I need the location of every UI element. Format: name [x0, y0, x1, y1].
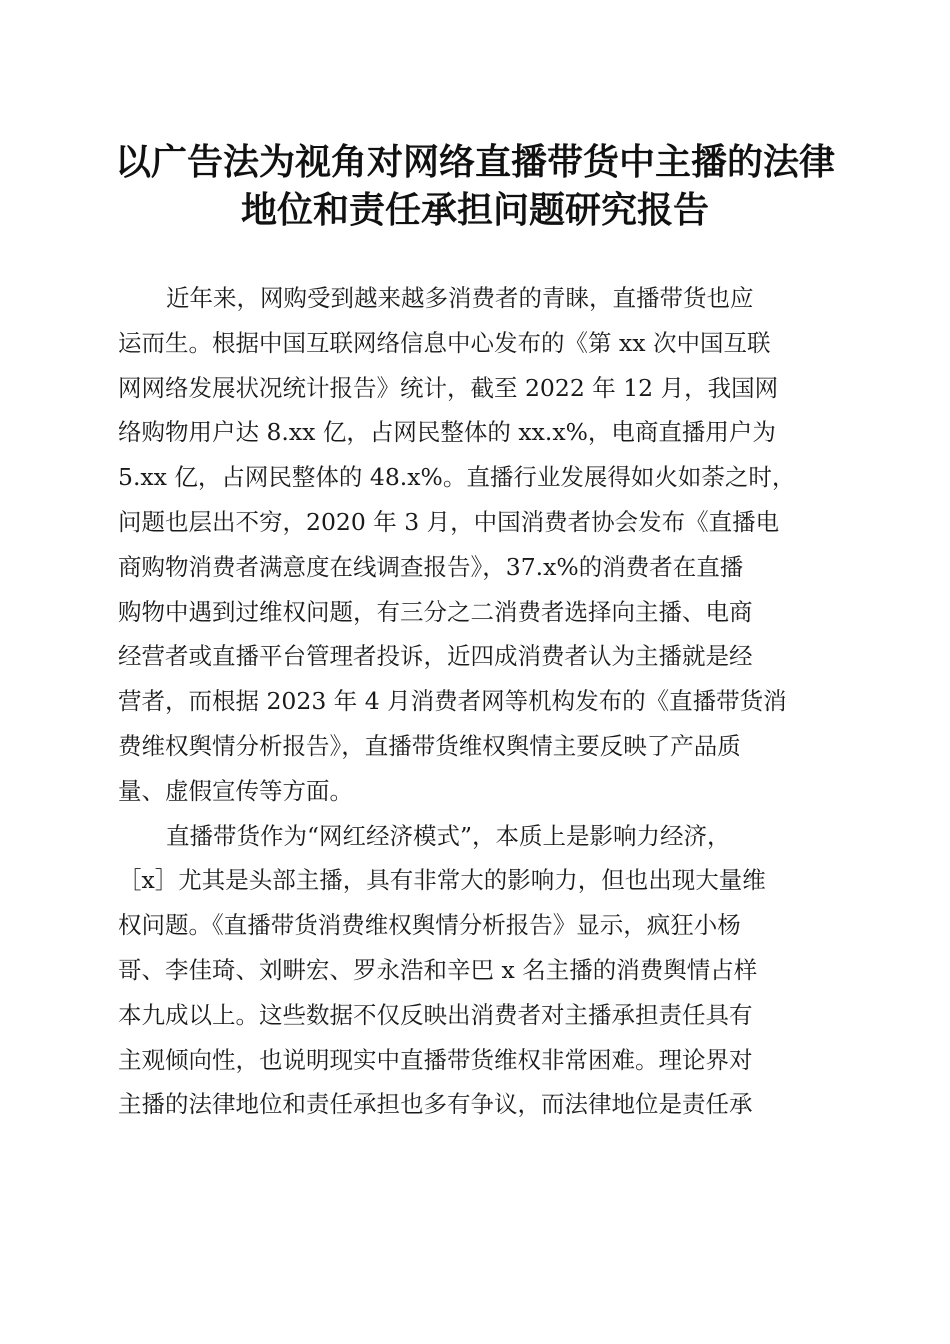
text-line: 本九成以上。这些数据不仅反映出消费者对主播承担责任具有 [118, 1000, 753, 1029]
text-line: 近年来，网购受到越来越多消费者的青睐，直播带货也应 [166, 284, 754, 312]
document-title [90, 138, 860, 234]
text-line: 量、虚假宣传等方面。 [118, 776, 353, 805]
paragraph-2 [118, 814, 838, 1128]
text-line: 络购物用户达 8.xx 亿，占网民整体的 xx.x%，电商直播用户为 [118, 418, 776, 447]
text-line: 主观倾向性，也说明现实中直播带货维权非常困难。理论界对 [118, 1045, 753, 1074]
text-line: 直播带货作为“网红经济模式”，本质上是影响力经济， [166, 821, 731, 850]
paragraph-1 [118, 276, 838, 814]
text-line: 费维权舆情分析报告》，直播带货维权舆情主要反映了产品质 [118, 731, 741, 760]
text-line: 哥、李佳琦、刘畊宏、罗永浩和辛巴 x 名主播的消费舆情占样 [118, 955, 758, 984]
text-line: ［x］尤其是头部主播，具有非常大的影响力，但也出现大量维 [118, 866, 766, 895]
text-line: 权问题。《直播带货消费维权舆情分析报告》显示，疯狂小杨 [118, 911, 741, 940]
text-line: 5.xx 亿，占网民整体的 48.x%。直播行业发展得如火如荼之时， [118, 463, 796, 492]
text-line: 购物中遇到过维权问题，有三分之二消费者选择向主播、电商 [118, 597, 753, 626]
text-line: 运而生。根据中国互联网络信息中心发布的《第 xx 次中国互联 [118, 328, 771, 357]
text-line: 营者，而根据 2023 年 4 月消费者网等机构发布的《直播带货消 [118, 687, 787, 716]
text-line: 主播的法律地位和责任承担也多有争议，而法律地位是责任承 [118, 1090, 753, 1119]
title-line: 以广告法为视角对网络直播带货中主播的法律 [114, 141, 835, 183]
text-line: 问题也层出不穷，2020 年 3 月，中国消费者协会发布《直播电 [118, 507, 780, 536]
title-line: 地位和责任承担问题研究报告 [240, 189, 709, 231]
text-line: 经营者或直播平台管理者投诉，近四成消费者认为主播就是经 [118, 642, 753, 671]
text-line: 商购物消费者满意度在线调查报告》，37.x%的消费者在直播 [118, 552, 744, 581]
document-body [118, 276, 838, 1127]
text-line: 网网络发展状况统计报告》统计，截至 2022 年 12 月，我国网 [118, 373, 779, 402]
